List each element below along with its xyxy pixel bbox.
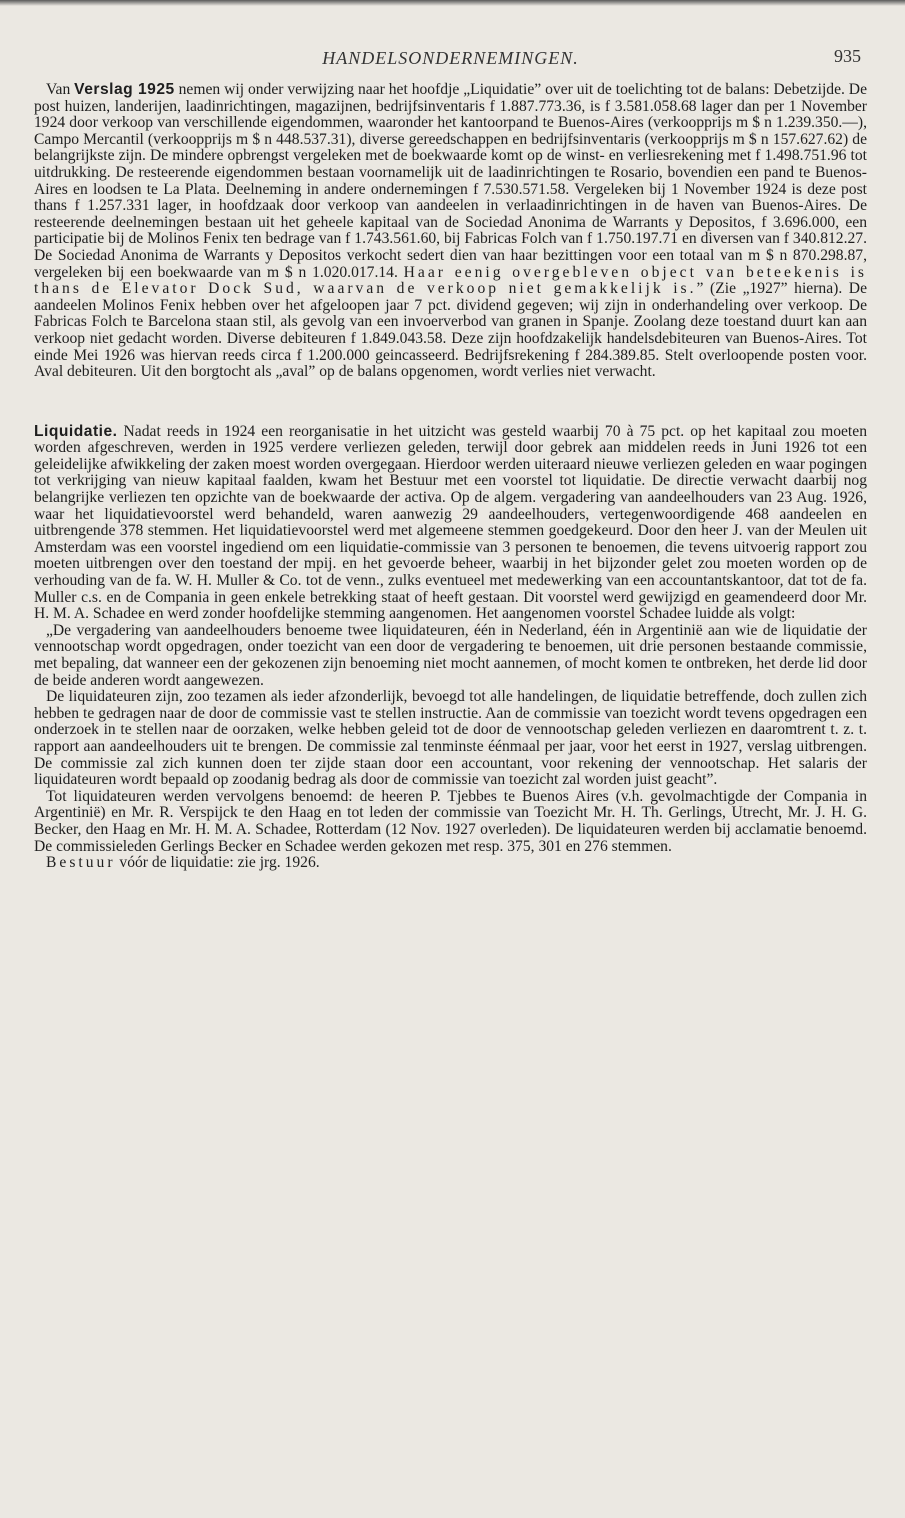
verslag-paragraph [34, 82, 867, 381]
bestuur-text: vóór de liquidatie: zie jrg. 1926. [115, 854, 320, 872]
verslag-heading: Verslag 1925 [74, 81, 175, 98]
bestuur-label: Bestuur [46, 854, 116, 872]
quote-paragraph-2: De liquidateuren zijn, zoo tezamen als ieder afzonderlijk, bevoegd tot alle handelingen, de liquidatie betreffende, doch zullen zich hebben te gedragen naar de door de commissie vast te stellen instructie. Aan de commissie van toezicht wordt tevens opgedragen een onderzoek in te stellen naar de oorzaken, welke hebben geleid tot de door de vennootschap geleden verliezen en daaromtrent t. z. t. rapport aan aandeelhouders uit te brengen. De commissie zal tenminste éénmaal per jaar, voor het eerst in 1927, verslag uitbrengen. De commissie zal zich kunnen doen ter zijde staan door een accountant, voor rekening der vennootschap. Het salaris der liquidateuren wordt bepaald op zoodanig bedrag als door de commissie van toezicht zal worden juist geacht”. [34, 688, 867, 789]
bestuur-line [34, 855, 867, 872]
page-number: 935 [834, 46, 861, 66]
verslag-spaced-text: Haar eenig overgebleven object van beteekenis is thans de Elevator Dock Sud, waarvan de verkoop niet gemakkelijk is. [34, 263, 867, 298]
liquidateuren-paragraph: Tot liquidateuren werden vervolgens benoemd: de heeren P. Tjebbes te Buenos Aires (v.h. gevolmachtigde der Compania in Argentinië) en Mr. R. Verspijck te den Haag en tot leden der commissie van Toezicht Mr. H. Th. Gerlings, Utrecht, Mr. J. H. G. Becker, den Haag en Mr. H. M. A. Schadee, Rotterdam (12 Nov. 1927 overleden). De liquidateuren werden bij acclamatie benoemd. De commissieleden Gerlings Becker en Schadee werden gekozen met resp. 375, 301 en 276 stemmen. [34, 787, 867, 855]
scan-edge-shadow [0, 0, 905, 6]
verslag-lead: Van [46, 81, 75, 98]
verslag-text-2: ” (Zie „1927” hierna). De aandeelen Molinos Fenix hebben over het afgeloopen jaar 7 pct. dividend gegeven; wij zijn in onderhandeling over verkoop. De Fabricas Folch te Barcelona staan stil, als gevolg van een invoerverbod van granen in Spanje. Zoolang deze toestand duurt kan aan verkoop niet gedacht worden. Diverse debiteuren f 1.849.043.58. Deze zijn hoofdzakelijk handelsdebiteuren van Buenos-Aires. Tot einde Mei 1926 was hiervan reeds circa f 1.200.000 geincasseerd. Bedrijfsrekening f 284.389.85. Stelt overloopende posten voor. Aval debiteuren. Uit den borgtocht als „aval” op de balans opgenomen, wordt verlies niet verwacht. [34, 280, 867, 381]
liquidatie-paragraph [34, 424, 867, 623]
running-head [34, 48, 867, 82]
verslag-text-1: nemen wij onder verwijzing naar het hoofdje „Liquidatie” over uit de toelichting tot de balans: Debetzijde. De post huizen, landerijen, laadinrichtingen, magazijnen, bedrijfsinventaris f 1.887.773.36, is f 3.581.058.68 lager dan per 1 November 1924 door verkoop van verschillende eigendommen, waaronder het kantoorpand te Buenos-Aires (verkoopprijs m $ n 1.239.350.—), Campo Mercantil (verkoopprijs m $ n 448.537.31), diverse gereedschappen en bedrijfsinventaris (verkoopprijs m $ n 157.627.62) de belangrijkste zijn. De mindere opbrengst vergeleken met de boekwaarde komt op de winst- en verliesrekening met f 1.498.751.96 tot uitdrukking. De resteerende eigendommen bestaan voornamelijk uit de laadinrichtingen te Rosario, bovendien een pand te Buenos-Aires en loodsen te La Plata. Deelneming in andere ondernemingen f 7.530.571.58. Vergeleken bij 1 November 1924 is deze post thans f 1.257.331 lager, in hoofdzaak door verkoop van aandeelen in verlaadinrichtingen in de haven van Buenos-Aires. De resteerende deelnemingen bestaan uit het geheele kapitaal van de Sociedad Anonima de Warrants y Depositos, f 3.696.000, een participatie bij de Molinos Fenix ten bedrage van f 1.743.561.60, bij Fabricas Folch van f 1.750.197.71 en diversen van f 340.812.27. De Sociedad Anonima de Warrants y Depositos verkocht sedert dien van haar bezittingen voor een totaal van m $ n 870.298.87, vergeleken bij een boekwaarde van m $ n 1.020.017.14. [34, 81, 867, 281]
quote-paragraph-1: „De vergadering van aandeelhouders benoeme twee liquidateuren, één in Nederland, één in Argentinië aan wie de liquidatie der vennootschap wordt opgedragen, onder toezicht van een door de vergadering te benoemen, uit drie personen bestaande commissie, met bepaling, dat wanneer een der gekozenen zijn benoeming niet mocht aannemen, of mocht komen te ontbreken, het derde lid door de beide anderen wordt aangewezen. [34, 621, 867, 689]
running-title: HANDELSONDERNEMINGEN. [322, 48, 579, 68]
liquidatie-text-1: Nadat reeds in 1924 een reorganisatie in het uitzicht was gesteld waarbij 70 à 75 pct. op het kapitaal zou moeten worden afgeschreven, werden in 1925 verdere verliezen geleden, terwijl door gebrek aan middelen reeds in Juni 1926 tot een geleidelijke afwikkeling der zaken moest worden overgegaan. Hierdoor werden uiteraard nieuwe verliezen geleden en waar pogingen tot verkrijging van nieuw kapitaal faalden, kwam het Bestuur met een voorstel tot liquidatie. De directie verwacht daarbij nog belangrijke verliezen ten opzichte van de boekwaarde der activa. Op de algem. vergadering van aandeelhouders van 23 Aug. 1926, waar het liquidatievoorstel werd behandeld, waren aanwezig 29 aandeelhouders, vertegenwoordigende 468 aandeelen en uitbrengende 378 stemmen. Het liquidatievoorstel werd met algemeene stemmen goedgekeurd. Door den heer J. van der Meulen uit Amsterdam was een voorstel ingediend om een liquidatie-commissie van 3 personen te benoemen, die tevens uitvoerig rapport zou moeten uitbrengen over den toestand der mpij. en het gevoerde beheer, waarbij in het bijzonder gelet zou moeten worden op de verhouding van de fa. W. H. Muller & Co. tot de venn., zulks eventueel met medewerking van een accountantskantoor, dat tot de fa. Muller c.s. en de Compania in geen enkele betrekking staat of heeft gestaan. Dit voorstel werd gewijzigd en geamendeerd door Mr. H. M. A. Schadee en werd zonder hoofdelijke stemming aangenomen. Het aangenomen voorstel Schadee luidde als volgt: [34, 422, 867, 623]
liquidatie-heading: Liquidatie. [34, 422, 118, 440]
section-gap [34, 381, 867, 424]
